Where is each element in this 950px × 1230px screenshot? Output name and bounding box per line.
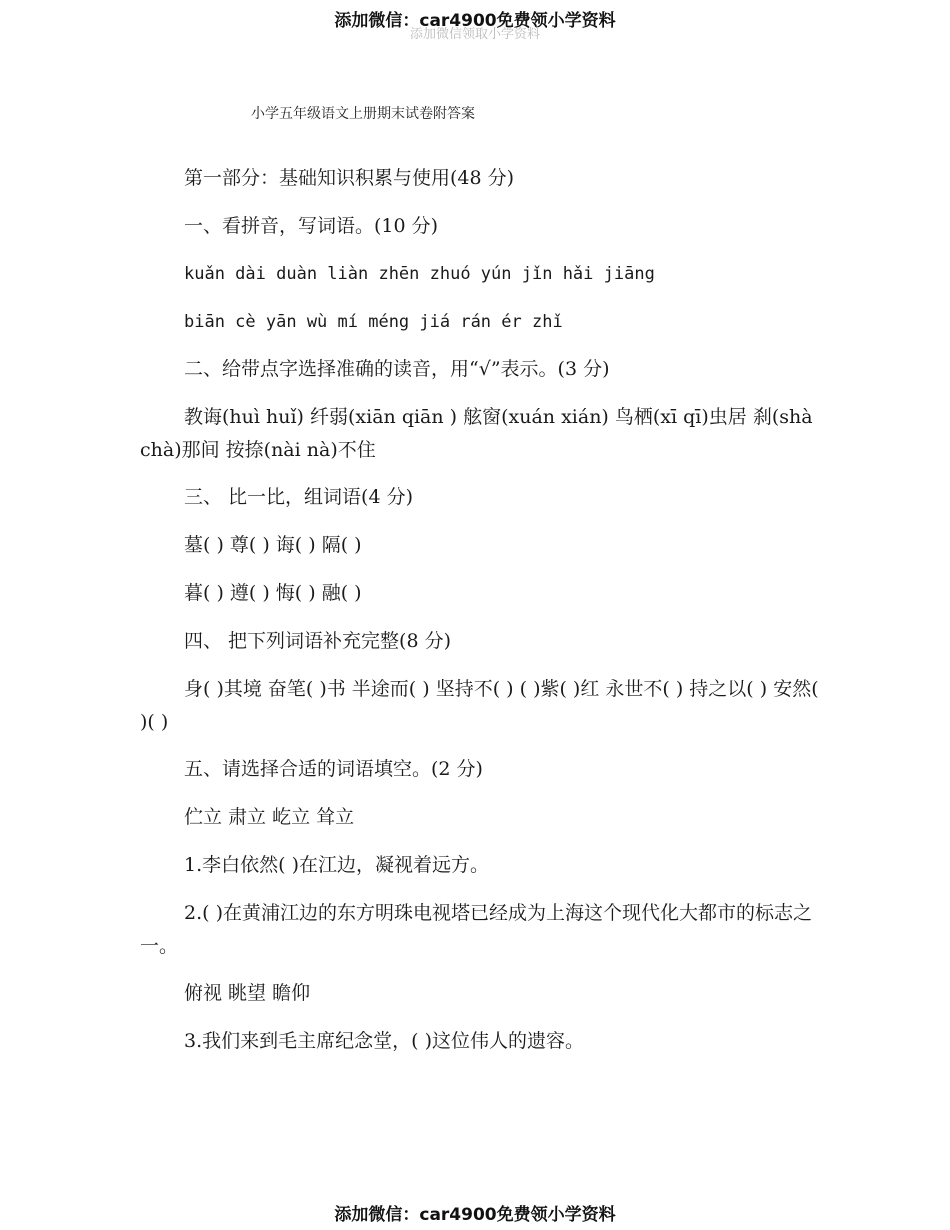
q5-options2: 俯视 眺望 瞻仰: [184, 982, 311, 1004]
q5-sentence3: 3.我们来到毛主席纪念堂，( )这位伟人的遗容。: [184, 1030, 584, 1052]
q3-row2: 暮( ) 遵( ) 悔( ) 融( ): [184, 582, 362, 604]
q3-row1: 墓( ) 尊( ) 诲( ) 隔( ): [184, 534, 362, 556]
q4-heading: 四、 把下列词语补充完整(8 分): [184, 630, 451, 652]
part1-heading: 第一部分：基础知识积累与使用(48 分): [184, 167, 515, 189]
q2-content: 教诲(huì huǐ) 纤弱(xiān qiān ) 舷窗(xuán xián) 鸟栖(xī qī)虫居 刹(shà chà)那间 按捺(nài nà)不住: [140, 406, 813, 461]
q1-pinyin-row2: biān cè yān wù mí méng jiá rán ér zhǐ: [184, 312, 563, 332]
q3-heading: 三、 比一比，组词语(4 分): [184, 486, 413, 508]
q5-sentence1: 1.李白依然( )在江边，凝视着远方。: [184, 854, 489, 876]
watermark-top: 添加微信：car4900免费领小学资料: [334, 11, 616, 31]
q4-content: 身( )其境 奋笔( )书 半途而( ) 坚持不( ) ( )紫( )红 永世不( ) 持之以( ) 安然( )( ): [140, 678, 819, 733]
q2-heading: 二、给带点字选择准确的读音，用“√”表示。(3 分): [184, 358, 610, 380]
q5-heading: 五、请选择合适的词语填空。(2 分): [184, 758, 483, 780]
q1-heading: 一、看拼音，写词语。(10 分): [184, 215, 439, 237]
q1-pinyin-row1: kuǎn dài duàn liàn zhēn zhuó yún jǐn hǎi jiāng: [184, 264, 655, 284]
q5-options1: 伫立 肃立 屹立 耸立: [184, 806, 355, 828]
document-title: 小学五年级语文上册期末试卷附答案: [251, 106, 475, 122]
watermark-top-ghost: 添加微信领取小学资料: [409, 27, 540, 42]
q5-sentence2: 2.( )在黄浦江边的东方明珠电视塔已经成为上海这个现代化大都市的标志之一。: [140, 902, 812, 957]
watermark-bottom: 添加微信：car4900免费领小学资料: [334, 1205, 616, 1225]
